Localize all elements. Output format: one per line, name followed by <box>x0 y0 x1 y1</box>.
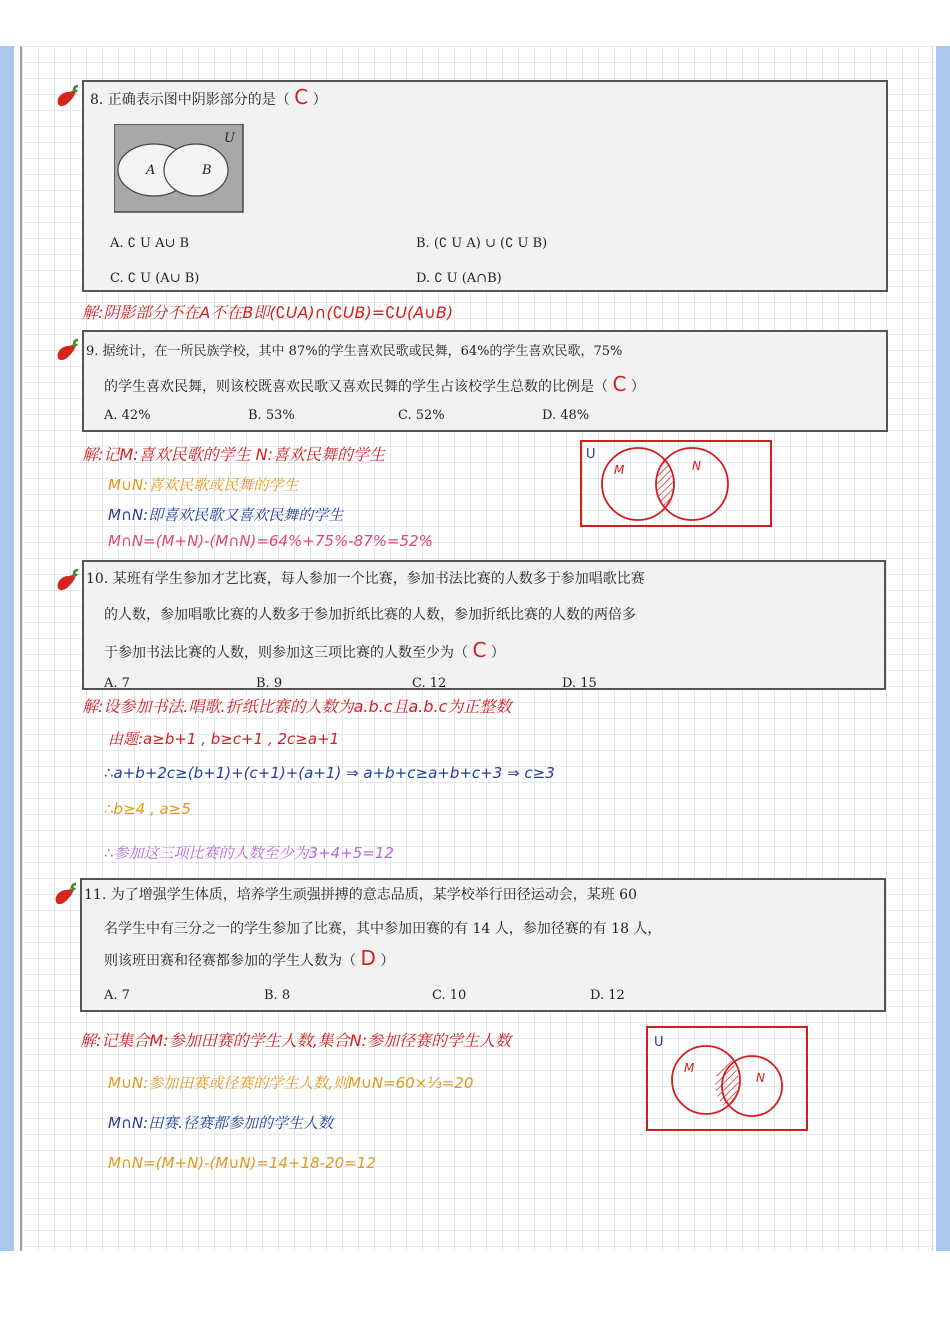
venn-label-u: U <box>224 131 235 146</box>
q10-solution-line4: ∴b≥4 , a≥5 <box>104 800 191 818</box>
q8-option-a: A. ∁ U A∪ B <box>110 236 190 251</box>
q9-option-c: C. 52% <box>398 408 445 423</box>
q8-option-b: B. (∁ U A) ∪ (∁ U B) <box>416 236 548 251</box>
question-11-line2: 名学生中有三分之一的学生参加了比赛，其中参加田赛的有 14 人，参加径赛的有 18 人， <box>104 921 662 937</box>
venn-label-n: N <box>692 459 701 473</box>
q10-solution-line5: ∴参加这三项比赛的人数至少为3+4+5=12 <box>104 844 394 862</box>
question-9-line2: 的学生喜欢民舞，则该校既喜欢民歌又喜欢民舞的学生占该校学生总数的比例是（ C ） <box>104 372 645 396</box>
q10-option-c: C. 12 <box>412 676 447 688</box>
q9-solution-line3: M∩N:即喜欢民歌又喜欢民舞的学生 <box>108 506 344 524</box>
q10-solution-line1: 解:设参加书法.唱歌.折纸比赛的人数为a.b.c且a.b.c为正整数 <box>82 697 512 716</box>
q9-option-d: D. 48% <box>542 408 590 423</box>
q11-option-c: C. 10 <box>432 988 467 1003</box>
q10-option-d: D. 15 <box>562 676 597 688</box>
q8-solution: 解:阴影部分不在A不在B即(∁UA)∩(∁UB)=∁U(A∪B) <box>82 303 454 322</box>
q11-option-d: D. 12 <box>590 988 625 1003</box>
q10-solution-line2: 由题:a≥b+1 , b≥c+1 , 2c≥a+1 <box>108 730 340 748</box>
q10-solution-line3: ∴a+b+2c≥(b+1)+(c+1)+(a+1) ⇒ a+b+c≥a+b+c+3 ⇒ c≥3 <box>104 764 555 782</box>
venn-label-n: N <box>756 1071 765 1085</box>
question-9-line1: 9. 据统计，在一所民族学校，其中 87%的学生喜欢民歌或民舞，64%的学生喜欢民歌，75% <box>86 344 623 359</box>
question-11-line3: 则该班田赛和径赛都参加的学生人数为（ D ） <box>104 946 395 970</box>
question-10-line3: 于参加书法比赛的人数，则参加这三项比赛的人数至少为（ C ） <box>104 638 505 662</box>
q11-solution-line2: M∪N:参加田赛或径赛的学生人数,则M∪N=60×⅓=20 <box>108 1074 474 1092</box>
venn-label-a: A <box>146 163 156 178</box>
q9-option-b: B. 53% <box>248 408 295 423</box>
q11-option-b: B. 8 <box>264 988 291 1003</box>
q9-solution-line2: M∪N:喜欢民歌或民舞的学生 <box>108 476 299 494</box>
question-9-answer: C <box>612 372 627 396</box>
venn-diagram-mn-q11 <box>646 1026 808 1132</box>
venn-diagram-ab <box>114 124 244 214</box>
q11-solution-line4: M∩N=(M+N)-(M∪N)=14+18-20=12 <box>108 1154 376 1172</box>
q11-solution-line1: 解:记集合M:参加田赛的学生人数,集合N:参加径赛的学生人数 <box>80 1031 512 1050</box>
q10-option-a: A. 7 <box>104 676 130 688</box>
chili-pepper-icon <box>54 338 80 364</box>
venn-label-b: B <box>202 163 212 178</box>
question-10-line1: 10. 某班有学生参加才艺比赛，每人参加一个比赛，参加书法比赛的人数多于参加唱歌比赛 <box>86 571 645 587</box>
question-8-answer: C <box>294 85 309 109</box>
q10-options-row <box>84 672 884 688</box>
venn-label-m: M <box>614 463 625 477</box>
right-margin-bar <box>936 46 950 1251</box>
chili-pepper-icon <box>54 84 80 110</box>
venn-label-m: M <box>684 1061 695 1075</box>
q8-option-d: D. ∁ U (A∩B) <box>416 271 502 286</box>
q8-option-c: C. ∁ U (A∪ B) <box>110 271 200 286</box>
question-10-answer: C <box>472 638 487 662</box>
question-10-line2: 的人数，参加唱歌比赛的人数多于参加折纸比赛的人数，参加折纸比赛的人数的两倍多 <box>104 607 636 623</box>
question-8-text: 8. 正确表示图中阴影部分的是（ C ） <box>90 85 327 109</box>
left-margin-bar <box>0 46 14 1251</box>
q10-option-b: B. 9 <box>256 676 283 688</box>
venn-label-u: U <box>654 1035 664 1050</box>
q11-solution-line3: M∩N:田赛.径赛都参加的学生人数 <box>108 1114 333 1132</box>
q11-option-a: A. 7 <box>104 988 130 1003</box>
q9-solution-line1: 解:记M:喜欢民歌的学生 N:喜欢民舞的学生 <box>82 445 386 464</box>
chili-pepper-icon <box>54 568 80 594</box>
question-11-answer: D <box>360 946 376 970</box>
q9-option-a: A. 42% <box>104 408 151 423</box>
chili-pepper-icon <box>52 882 78 908</box>
question-11-line1: 11. 为了增强学生体质，培养学生顽强拼搏的意志品质，某学校举行田径运动会，某班 60 <box>84 887 637 903</box>
q9-solution-line4: M∩N=(M+N)-(M∩N)=64%+75%-87%=52% <box>108 532 433 550</box>
venn-label-u: U <box>586 447 596 462</box>
venn-diagram-mn-q9 <box>580 440 772 528</box>
